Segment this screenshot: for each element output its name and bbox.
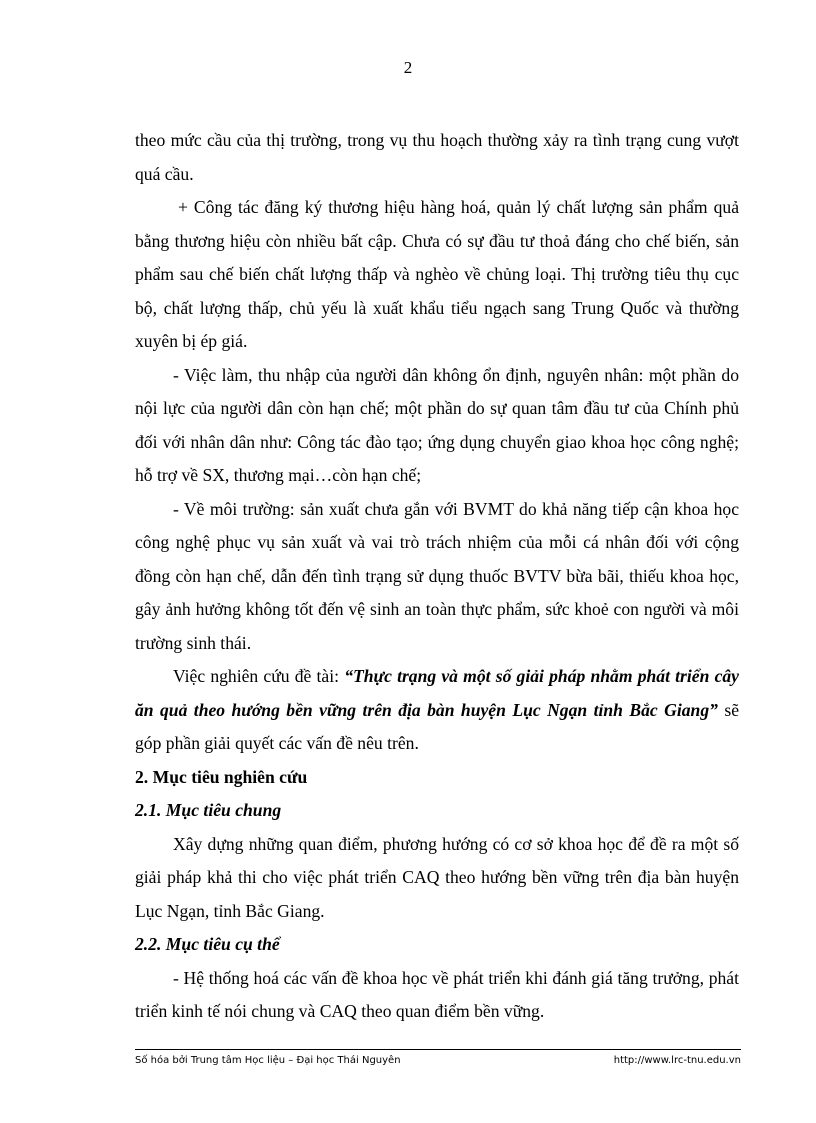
heading-specific-objectives: 2.2. Mục tiêu cụ thể [135,934,280,954]
heading-research-objectives: 2. Mục tiêu nghiên cứu [135,766,308,787]
paragraph-trademark: + Công tác đăng ký thương hiệu hàng hoá, quản lý chất lượng sản phẩm quả bằng thương hiệu còn nhiều bất cập. Chưa có sự đầu tư thoả đáng cho chế biến, sản phẩm sau chế biến chất lượng thấp và nghèo về chủng loại. Thị trường tiêu thụ cục bộ, chất lượng thấp, chủ yếu là xuất khẩu tiểu ngạch sang Trung Quốc và thường xuyên bị ép giá. [135,197,739,351]
paragraph-research-topic [135,660,739,761]
paragraph-general-objective: Xây dựng những quan điểm, phương hướng có cơ sở khoa học để đề ra một số giải pháp khả thi cho việc phát triển CAQ theo hướng bền vững trên địa bàn huyện Lục Ngạn, tỉnh Bắc Giang. [135,833,739,921]
footer-url: http://www.lrc-tnu.edu.vn [613,1055,741,1066]
paragraph-demand: theo mức cầu của thị trường, trong vụ thu hoạch thường xảy ra tình trạng cung vượt quá cầu. [135,130,739,184]
heading-general-objective: 2.1. Mục tiêu chung [135,800,282,820]
footer-source: Số hóa bởi Trung tâm Học liệu – Đại học Thái Nguyên [135,1055,401,1066]
research-topic-tail: sẽ góp phần giải quyết các vấn đề nêu trên. [135,699,740,753]
body-text [135,124,739,1029]
page-number: 2 [403,58,413,77]
paragraph-employment: - Việc làm, thu nhập của người dân không ổn định, nguyên nhân: một phần do nội lực của người dân còn hạn chế; một phần do sự quan tâm đầu tư của Chính phủ đối với nhân dân như: Công tác đào tạo; ứng dụng chuyển giao khoa học công nghệ; hỗ trợ về SX, thương mại…còn hạn chế; [135,364,739,485]
footer-divider [135,1049,741,1050]
research-topic-lead: Việc nghiên cứu đề tài: [173,666,345,686]
paragraph-environment: - Về môi trường: sản xuất chưa gắn với BVMT do khả năng tiếp cận khoa học công nghệ phục vụ sản xuất và vai trò trách nhiệm của mỗi cá nhân đối với cộng đồng còn hạn chế, dẫn đến tình trạng sử dụng thuốc BVTV bừa bãi, thiếu khoa học, gây ảnh hưởng không tốt đến vệ sinh an toàn thực phẩm, sức khoẻ con người và môi trường sinh thái. [135,498,739,653]
research-topic-title: “Thực trạng và một số giải pháp nhằm phát triển cây ăn quả theo hướng bền vững trên địa bàn huyện Lục Ngạn tỉnh Bắc Giang” [135,666,739,720]
paragraph-specific-objective: - Hệ thống hoá các vấn đề khoa học về phát triển khi đánh giá tăng trưởng, phát triển kinh tế nói chung và CAQ theo quan điểm bền vững. [135,967,739,1021]
